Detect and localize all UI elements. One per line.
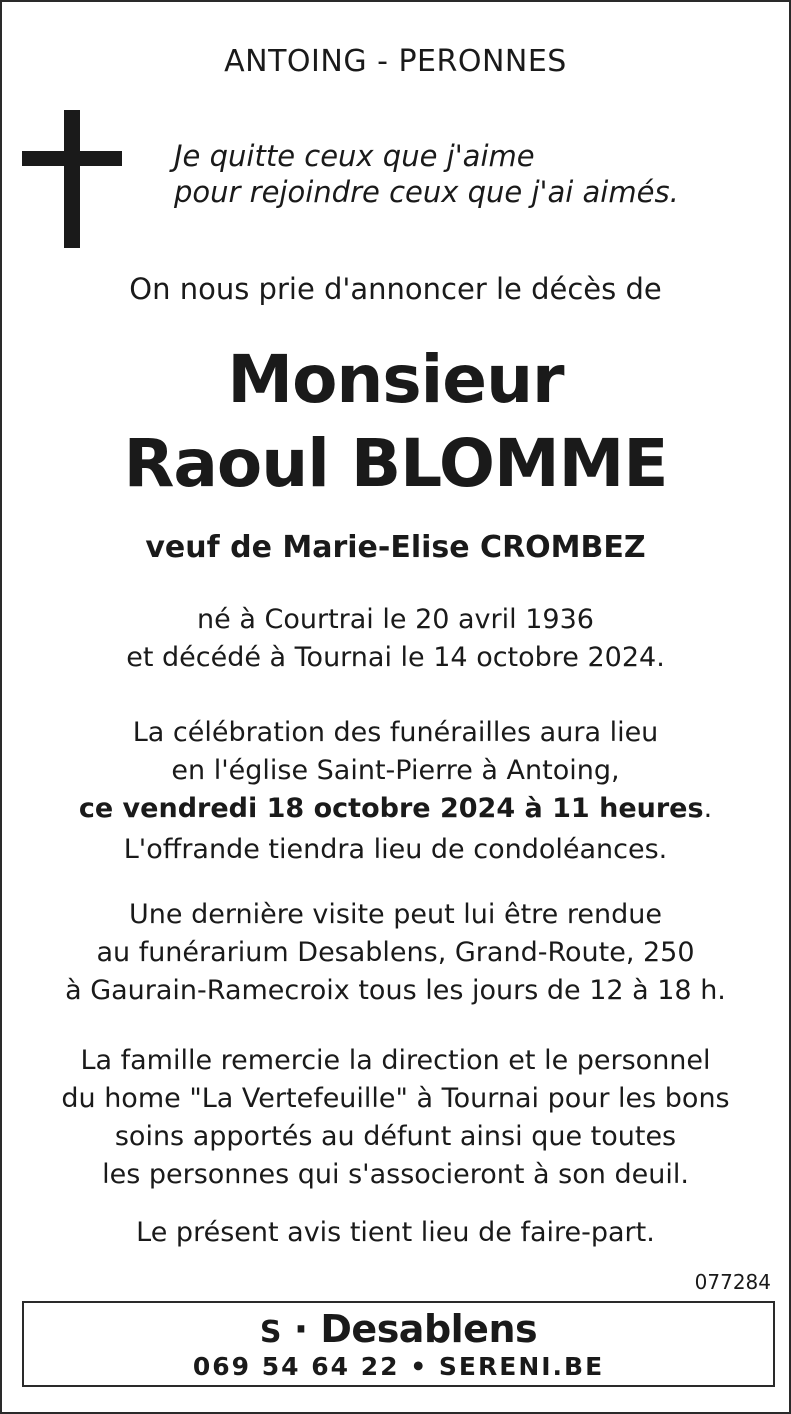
- reference-number: 077284: [694, 1270, 771, 1294]
- thanks-line: les personnes qui s'associeront à son deuil.: [102, 1159, 689, 1190]
- birth-line: né à Courtrai le 20 avril 1936: [197, 604, 594, 635]
- deceased-title: Monsieur: [227, 341, 564, 418]
- funeral-home-logo: S: [259, 1315, 281, 1350]
- thanks-line: du home "La Vertefeuille" à Tournai pour les bons: [61, 1083, 730, 1114]
- family-thanks: [2, 1042, 789, 1194]
- cross-icon: [22, 110, 122, 248]
- visit-line: au funérarium Desablens, Grand-Route, 250: [96, 937, 695, 968]
- funeral-date: [2, 790, 789, 828]
- quote-line: pour rejoindre ceux que j'ai aimés.: [174, 175, 679, 209]
- offering-note: L'offrande tiendra lieu de condoléances.: [123, 834, 668, 865]
- funeral-home-phone: 069 54 64 22: [192, 1352, 400, 1381]
- funeral-date-end: .: [703, 793, 713, 824]
- notice-statement: Le présent avis tient lieu de faire-part.: [136, 1217, 655, 1248]
- epitaph-quote: [174, 138, 679, 210]
- brand-separator: ·: [293, 1307, 308, 1351]
- announcement-intro: On nous prie d'annoncer le décès de: [129, 272, 662, 306]
- funeral-home-contact: [24, 1352, 773, 1381]
- thanks-line: soins apportés au défunt ainsi que toutes: [114, 1121, 677, 1152]
- funeral-home-name: Desablens: [320, 1307, 538, 1351]
- deceased-name: [2, 338, 789, 506]
- funeral-line: en l'église Saint-Pierre à Antoing,: [171, 755, 620, 786]
- funeral-line: La célébration des funérailles aura lieu: [132, 717, 659, 748]
- funeral-home-brand: [24, 1307, 773, 1351]
- location-header: ANTOING - PERONNES: [224, 44, 567, 79]
- thanks-line: La famille remercie la direction et le personnel: [80, 1045, 711, 1076]
- deceased-fullname: Raoul BLOMME: [123, 425, 668, 502]
- visit-details: [2, 896, 789, 1010]
- funeral-date-bold: ce vendredi 18 octobre 2024 à 11 heures: [78, 793, 704, 824]
- funeral-home-box: [22, 1301, 775, 1387]
- visit-line: Une dernière visite peut lui être rendue: [129, 899, 662, 930]
- death-line: et décédé à Tournai le 14 octobre 2024.: [126, 642, 665, 673]
- widow-of: veuf de Marie-Elise CROMBEZ: [145, 530, 646, 565]
- life-dates: [2, 601, 789, 677]
- funeral-details: [2, 714, 789, 828]
- quote-line: Je quitte ceux que j'aime: [174, 139, 535, 173]
- visit-line: à Gaurain-Ramecroix tous les jours de 12 à 18 h.: [65, 975, 726, 1006]
- contact-separator: •: [410, 1352, 429, 1381]
- funeral-home-website: SERENI.BE: [438, 1352, 605, 1381]
